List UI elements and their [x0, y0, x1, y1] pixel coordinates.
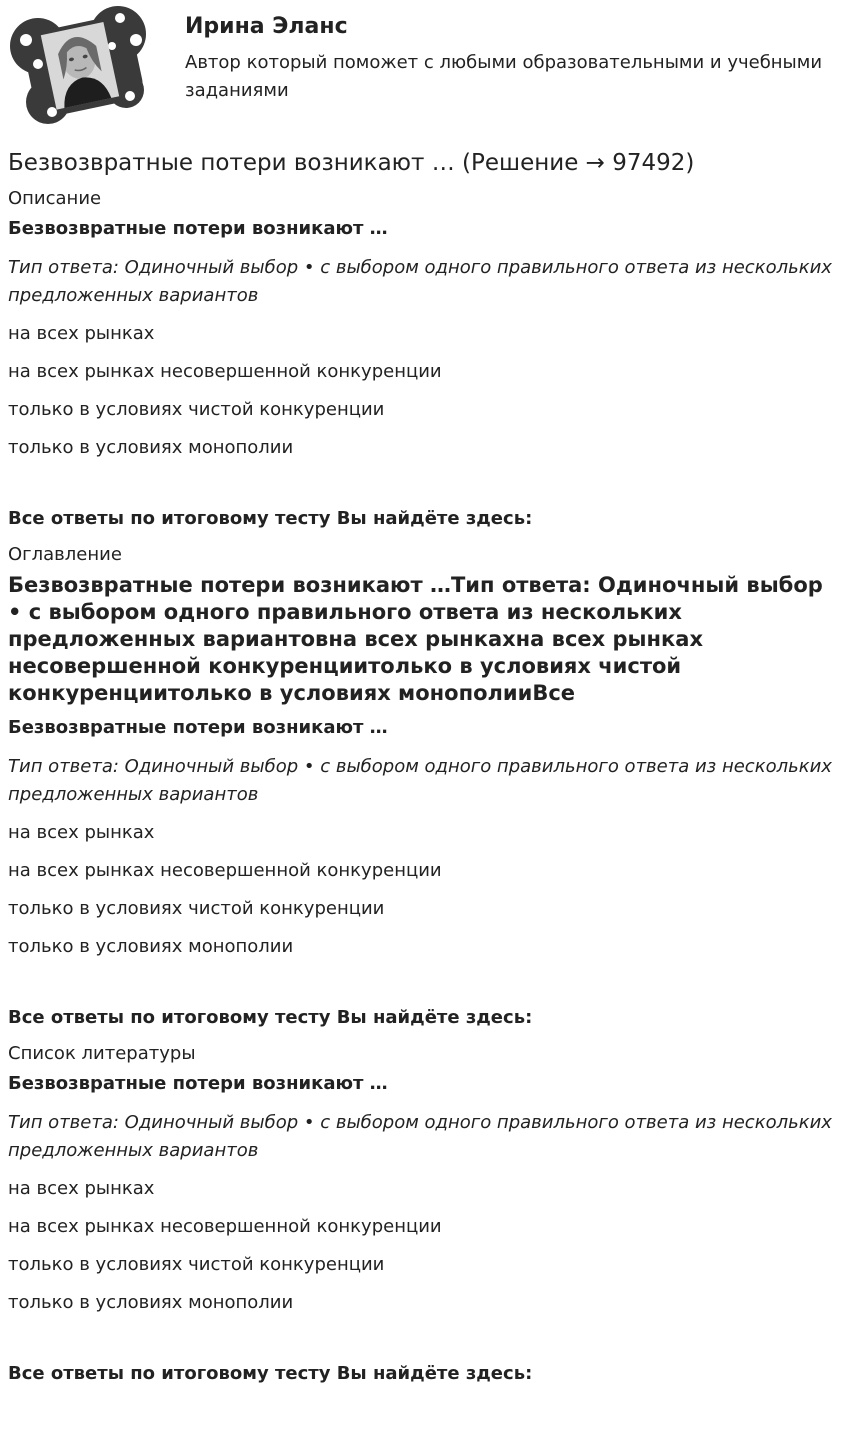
author-name: Ирина Эланс	[185, 14, 348, 39]
toc-title: Безвозвратные потери возникают …Тип ответа: Одиночный выбор • с выбором одного правильного ответа из нескольких предложенных вариантовна всех рынкахна всех рынках несовершенной конкуренциитолько в условиях чистой конкуренциитолько в условиях монополииВсе	[8, 573, 823, 705]
answer-option: только в условиях чистой конкуренции	[8, 1254, 385, 1275]
toc-heading: Оглавление	[8, 544, 122, 565]
answer-option: только в условиях чистой конкуренции	[8, 399, 385, 420]
answer-option: только в условиях чистой конкуренции	[8, 898, 385, 919]
question-title: Безвозвратные потери возникают …	[8, 1073, 388, 1094]
answer-option: только в условиях монополии	[8, 1292, 294, 1313]
question-type: Тип ответа: Одиночный выбор • с выбором одного правильного ответа из нескольких предложенных вариантов	[8, 257, 832, 306]
question-title: Безвозвратные потери возникают …	[8, 218, 388, 239]
author-header	[8, 6, 839, 128]
all-answers-link[interactable]: Все ответы по итоговому тесту Вы найдёте здесь:	[8, 1363, 533, 1384]
answer-option: на всех рынках несовершенной конкуренции	[8, 1216, 442, 1237]
question-type: Тип ответа: Одиночный выбор • с выбором одного правильного ответа из нескольких предложенных вариантов	[8, 756, 832, 805]
all-answers-link[interactable]: Все ответы по итоговому тесту Вы найдёте здесь:	[8, 1007, 533, 1028]
all-answers-link[interactable]: Все ответы по итоговому тесту Вы найдёте здесь:	[8, 508, 533, 529]
answer-option: на всех рынках несовершенной конкуренции	[8, 860, 442, 881]
page-title: Безвозвратные потери возникают … (Решение → 97492)	[8, 150, 695, 176]
main-content	[8, 146, 839, 1397]
author-avatar	[8, 6, 150, 126]
author-description: Автор который поможет с любыми образовательными и учебными заданиями	[185, 52, 823, 101]
answer-option: только в условиях монополии	[8, 936, 294, 957]
answer-option: на всех рынках	[8, 822, 155, 843]
literature-heading: Список литературы	[8, 1043, 196, 1064]
answer-option: только в условиях монополии	[8, 437, 294, 458]
author-info	[185, 13, 825, 105]
answer-option: на всех рынках	[8, 323, 155, 344]
answer-option: на всех рынках	[8, 1178, 155, 1199]
description-heading: Описание	[8, 188, 102, 209]
answer-option: на всех рынках несовершенной конкуренции	[8, 361, 442, 382]
question-title: Безвозвратные потери возникают …	[8, 717, 388, 738]
question-type: Тип ответа: Одиночный выбор • с выбором одного правильного ответа из нескольких предложенных вариантов	[8, 1112, 832, 1161]
